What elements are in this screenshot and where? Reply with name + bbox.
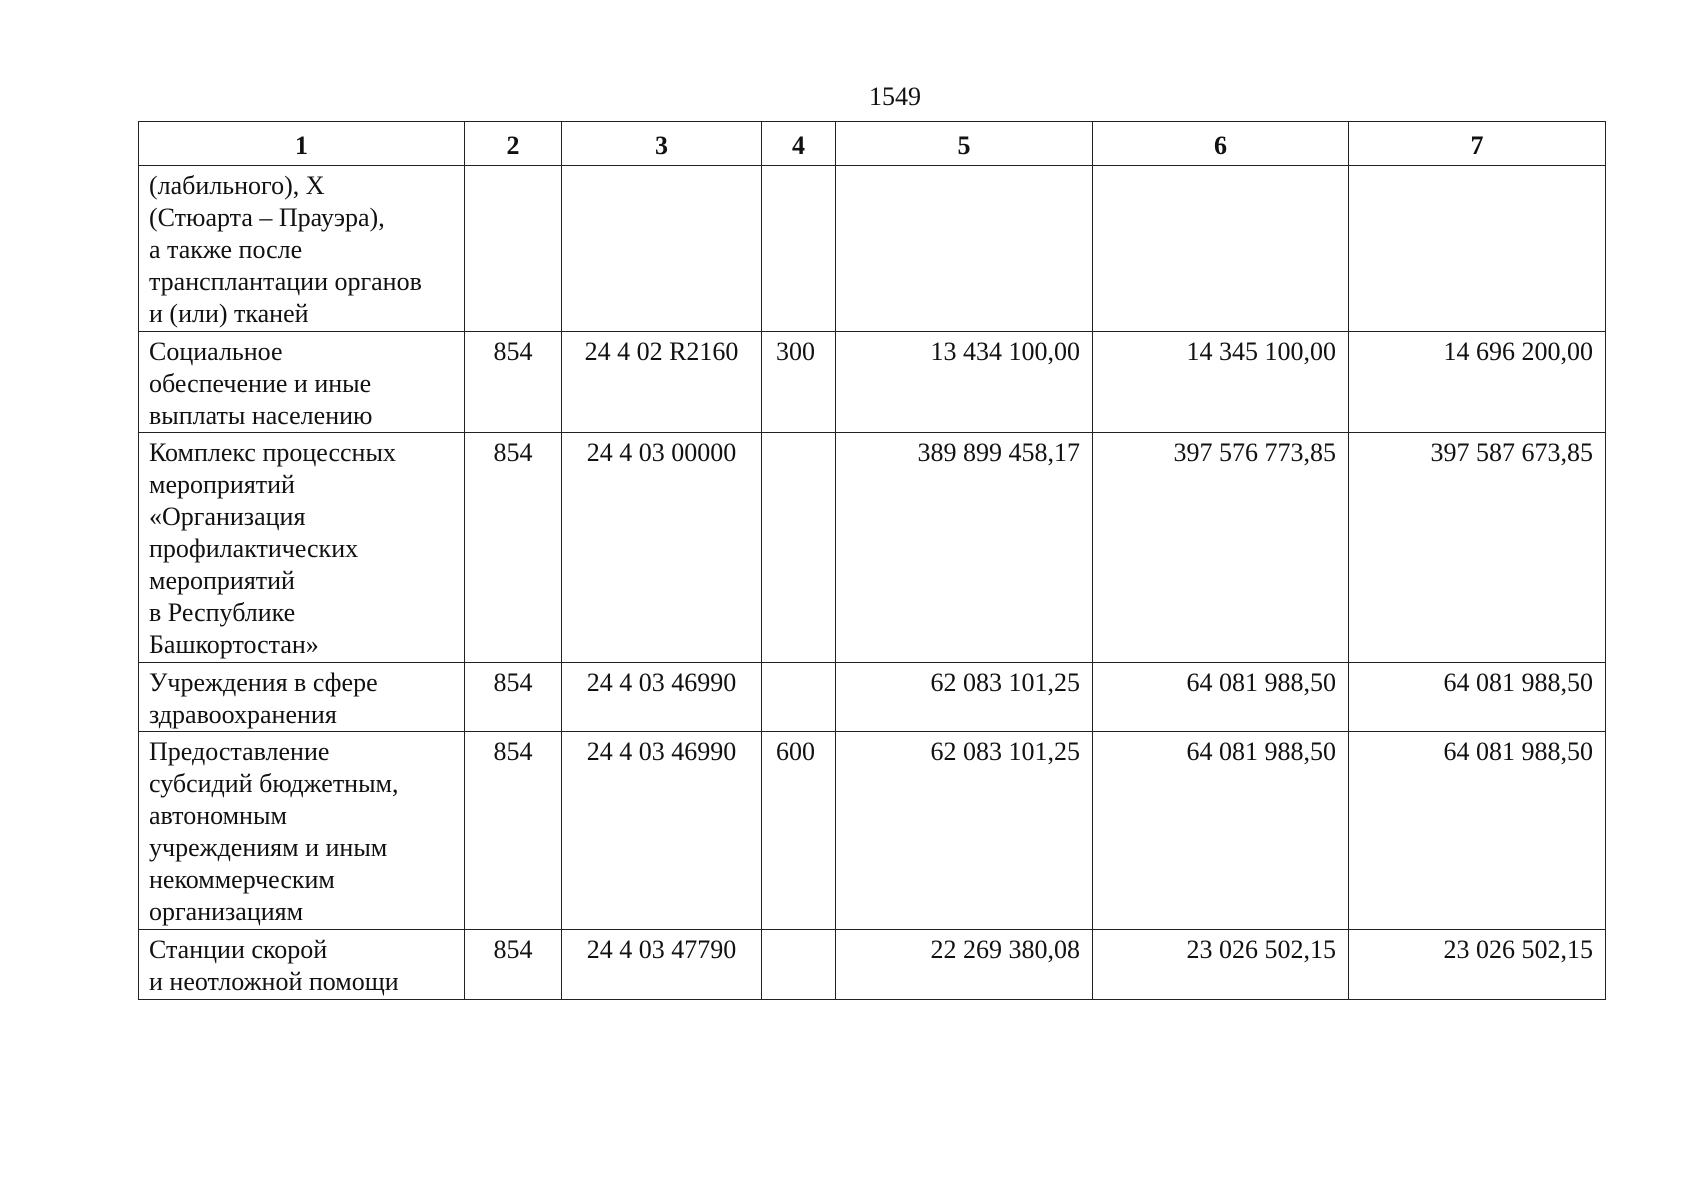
name-text: Станции скорой и неотложной помощи [149, 935, 399, 996]
name-cell [139, 433, 465, 663]
expense-type-cell [762, 930, 836, 1000]
amount-cell: 64 081 988,50 [1093, 732, 1349, 930]
table-row [139, 332, 1606, 433]
page-number: 1549 [869, 82, 921, 111]
name-cell [139, 166, 465, 332]
amount-cell: 23 026 502,15 [1349, 930, 1606, 1000]
name-cell [139, 332, 465, 433]
ministry-code-cell: 854 [465, 732, 562, 930]
ministry-code-cell: 854 [465, 433, 562, 663]
amount-cell: 14 696 200,00 [1349, 332, 1606, 433]
amount-cell: 22 269 380,08 [836, 930, 1093, 1000]
name-text: Социальное обеспечение и иные выплаты населению [149, 337, 373, 430]
target-code-cell: 24 4 03 46990 [562, 663, 762, 732]
expense-type-cell: 600 [762, 732, 836, 930]
table-row [139, 663, 1606, 732]
target-code-cell: 24 4 03 00000 [562, 433, 762, 663]
name-text: Комплекс процессных мероприятий «Организация профилактических мероприятий в Республике Башкортостан» [149, 438, 396, 659]
expense-type-cell [762, 433, 836, 663]
ministry-code-cell: 854 [465, 930, 562, 1000]
amount-cell: 62 083 101,25 [836, 732, 1093, 930]
table-row [139, 433, 1606, 663]
amount-cell [1093, 166, 1349, 332]
expense-type-cell: 300 [762, 332, 836, 433]
name-text: Предоставление субсидий бюджетным, автономным учреждениям и иным некоммерческим организациям [149, 737, 399, 926]
amount-cell [1349, 166, 1606, 332]
expense-type-cell [762, 663, 836, 732]
amount-cell: 64 081 988,50 [1093, 663, 1349, 732]
amount-cell: 397 576 773,85 [1093, 433, 1349, 663]
column-header: 2 [465, 122, 562, 166]
column-header: 3 [562, 122, 762, 166]
expense-type-cell [762, 166, 836, 332]
column-header: 6 [1093, 122, 1349, 166]
table-row [139, 732, 1606, 930]
amount-cell: 13 434 100,00 [836, 332, 1093, 433]
name-text: (лабильного), X (Стюарта – Прауэра), а также после трансплантации органов и (или) тканей [149, 171, 422, 328]
name-cell [139, 930, 465, 1000]
column-header: 1 [139, 122, 465, 166]
amount-cell: 14 345 100,00 [1093, 332, 1349, 433]
name-cell [139, 663, 465, 732]
column-header: 4 [762, 122, 836, 166]
ministry-code-cell: 854 [465, 332, 562, 433]
amount-cell: 389 899 458,17 [836, 433, 1093, 663]
name-cell [139, 732, 465, 930]
ministry-code-cell: 854 [465, 663, 562, 732]
target-code-cell: 24 4 02 R2160 [562, 332, 762, 433]
target-code-cell: 24 4 03 46990 [562, 732, 762, 930]
ministry-code-cell [465, 166, 562, 332]
table-header-row [139, 122, 1606, 166]
budget-table [138, 121, 1606, 1000]
column-header: 7 [1349, 122, 1606, 166]
column-header: 5 [836, 122, 1093, 166]
amount-cell: 64 081 988,50 [1349, 663, 1606, 732]
amount-cell: 23 026 502,15 [1093, 930, 1349, 1000]
amount-cell: 397 587 673,85 [1349, 433, 1606, 663]
table-row [139, 166, 1606, 332]
name-text: Учреждения в сфере здравоохранения [149, 668, 378, 729]
amount-cell: 62 083 101,25 [836, 663, 1093, 732]
table-row [139, 930, 1606, 1000]
target-code-cell [562, 166, 762, 332]
target-code-cell: 24 4 03 47790 [562, 930, 762, 1000]
amount-cell: 64 081 988,50 [1349, 732, 1606, 930]
amount-cell [836, 166, 1093, 332]
